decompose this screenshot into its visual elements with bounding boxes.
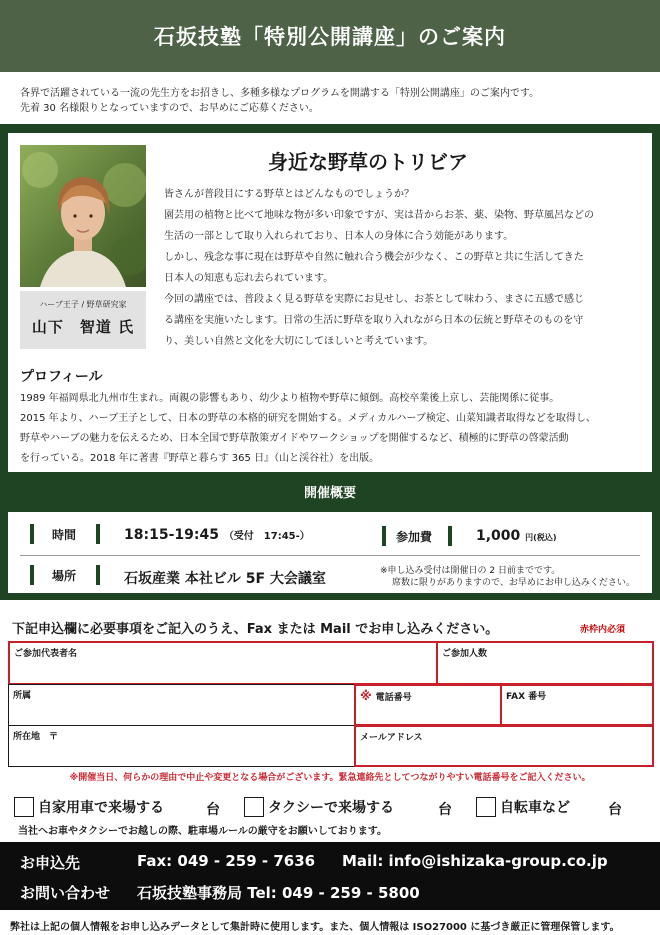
note-line-1: ※申し込み受付は開催日の 2 日前までです。 (380, 566, 561, 576)
car-option[interactable] (14, 797, 164, 817)
phone-label-text: 電話番号 (375, 693, 412, 703)
fax-label: FAX 番号 (506, 692, 547, 702)
profile-line: 1989 年福岡県北九州市生まれ。両親の影響もあり、幼少より植物や野草に傾倒。高校卒業後上京し、芸能関係に従事。 (20, 393, 560, 404)
emergency-warning: ※開催当日、何らかの理由で中止や変更となる場合がございます。緊急連絡先としてつながりやすい電話番号をご記入ください。 (69, 773, 591, 783)
fax-field[interactable] (500, 684, 654, 726)
form-instruction: 下記申込欄に必要事項をご記入のうえ、Fax または Mail でお申し込みください。 (12, 622, 499, 637)
label-bar (382, 526, 386, 546)
parking-note: 当社へお車やタクシーでお越しの際、駐車場ルールの厳守をお願いしております。 (18, 826, 387, 837)
email-label: メールアドレス (360, 733, 423, 743)
label-bar (30, 565, 34, 585)
fee-unit: 円(税込) (525, 533, 557, 542)
email-field[interactable] (354, 725, 654, 767)
participant-count-field[interactable] (436, 641, 654, 685)
inquiry-label: お問い合わせ (20, 884, 111, 902)
office-phone: 石坂技塾事務局 Tel: 049 - 259 - 5800 (137, 884, 420, 902)
fee-value (476, 528, 556, 544)
taxi-label: タクシーで来場する (268, 800, 394, 816)
profile-text (20, 389, 638, 469)
fee-amount: 1,000 (476, 528, 521, 544)
place-label: 場所 (52, 569, 77, 583)
speaker-role: ハーブ王子 / 野草研究家 (39, 300, 127, 309)
note-line-2: 席数に限りがありますので、お早めにお申し込みください。 (392, 578, 635, 588)
affiliation-label: 所属 (13, 691, 32, 701)
address-label: 所在地 〒 (13, 732, 59, 742)
profile-line: を行っている。2018 年に著書『野草と暮らす 365 日』（山と渓谷社）を出版。 (20, 453, 380, 464)
lecture-line: 今回の講座では、普段よく見る野草を実際にお見せし、お茶として味わう、まさに五感で感じ (164, 294, 584, 305)
profile-line: 2015 年より、ハーブ王子として、日本の野草の本格的研究を開始する。メディカルハーブ検定、山菜知識者取得などを取得し、 (20, 413, 596, 424)
fee-label: 参加費 (396, 530, 433, 544)
bicycle-option[interactable] (476, 797, 570, 817)
profile-line: 野草やハーブの魅力を伝えるため、日本全国で野草散策ガイドやワークショップを開催するなど、積極的に野草の啓蒙活動 (20, 433, 569, 444)
place-value: 石坂産業 本社ビル 5F 大会議室 (124, 571, 326, 587)
bicycle-label: 自転車など (500, 800, 570, 816)
lecture-line: 生活の一部として取り入れられており、日本人の身体に合う効能があります。 (164, 231, 514, 242)
affiliation-field[interactable] (8, 684, 356, 726)
bicycle-unit: 台 (608, 802, 622, 818)
overview-divider (20, 555, 640, 556)
bicycle-checkbox[interactable] (476, 797, 496, 817)
transport-options (14, 797, 654, 821)
application-note (380, 565, 635, 589)
privacy-note: 弊社は上記の個人情報をお申し込みデータとして集計時に使用します。また、個人情報は ISO27000 に基づき厳正に管理保管します。 (10, 922, 620, 933)
time-value (124, 527, 310, 543)
speaker-name: 山下 智道 氏 (31, 318, 135, 336)
overview-title: 開催概要 (303, 486, 356, 501)
required-note: 赤枠内必須 (580, 625, 626, 635)
lecture-line: 皆さんが普段目にする野草とはどんなものでしょうか？ (164, 189, 414, 200)
label-bar (96, 565, 100, 585)
taxi-unit: 台 (438, 802, 452, 818)
required-mark: ※ (360, 689, 372, 703)
speaker-photo (20, 145, 146, 287)
intro-text (20, 86, 640, 116)
phone-label (360, 689, 412, 703)
intro-line-2: 先着 30 名様限りとなっていますので、お早めにご応募ください。 (20, 103, 319, 114)
car-label: 自家用車で来場する (38, 800, 164, 816)
representative-field[interactable] (8, 641, 438, 685)
taxi-checkbox[interactable] (244, 797, 264, 817)
representative-label: ご参加代表者名 (14, 649, 78, 659)
lecture-line: 日本人の知恵も忘れ去られています。 (164, 273, 334, 284)
address-field[interactable] (8, 725, 356, 767)
speaker-info (20, 291, 146, 349)
phone-field[interactable] (354, 684, 502, 726)
mail-address[interactable]: Mail: info@ishizaka-group.co.jp (342, 852, 608, 870)
intro-line-1: 各界で活躍されている一流の先生方をお招きし、多種多様なプログラムを開講する「特別公開講座」のご案内です。 (20, 88, 540, 99)
page-title: 石坂技塾「特別公開講座」のご案内 (154, 25, 506, 49)
lecture-line: り、美しい自然と文化を大切にしてほしいと考えています。 (164, 336, 434, 347)
lecture-title: 身近な野草のトリビア (268, 150, 468, 174)
contact-band (0, 842, 660, 910)
label-bar (448, 526, 452, 546)
time-range: 18:15-19:45 (124, 527, 219, 543)
profile-heading: プロフィール (20, 369, 103, 385)
apply-label: お申込先 (20, 854, 81, 872)
header-banner (0, 0, 660, 72)
lecture-line: 園芸用の植物と比べて地味な物が多い印象ですが、実は昔からお茶、薬、染物、野草風呂などの (164, 210, 594, 221)
label-bar (30, 524, 34, 544)
label-bar (96, 524, 100, 544)
taxi-option[interactable] (244, 797, 394, 817)
car-unit: 台 (206, 802, 220, 818)
fax-number: Fax: 049 - 259 - 7636 (137, 852, 316, 870)
count-label: ご参加人数 (442, 649, 488, 659)
car-checkbox[interactable] (14, 797, 34, 817)
lecture-line: しかし、残念な事に現在は野草や自然に触れ合う機会が少なく、この野草と共に生活してきた (164, 252, 584, 263)
time-label: 時間 (52, 528, 77, 542)
lecture-line: る講座を実施いたします。日常の生活に野草を取り入れながら日本の伝統と野草そのものを守 (164, 315, 584, 326)
lecture-description (164, 184, 634, 352)
reception-time: （受付 17:45-） (223, 531, 310, 542)
